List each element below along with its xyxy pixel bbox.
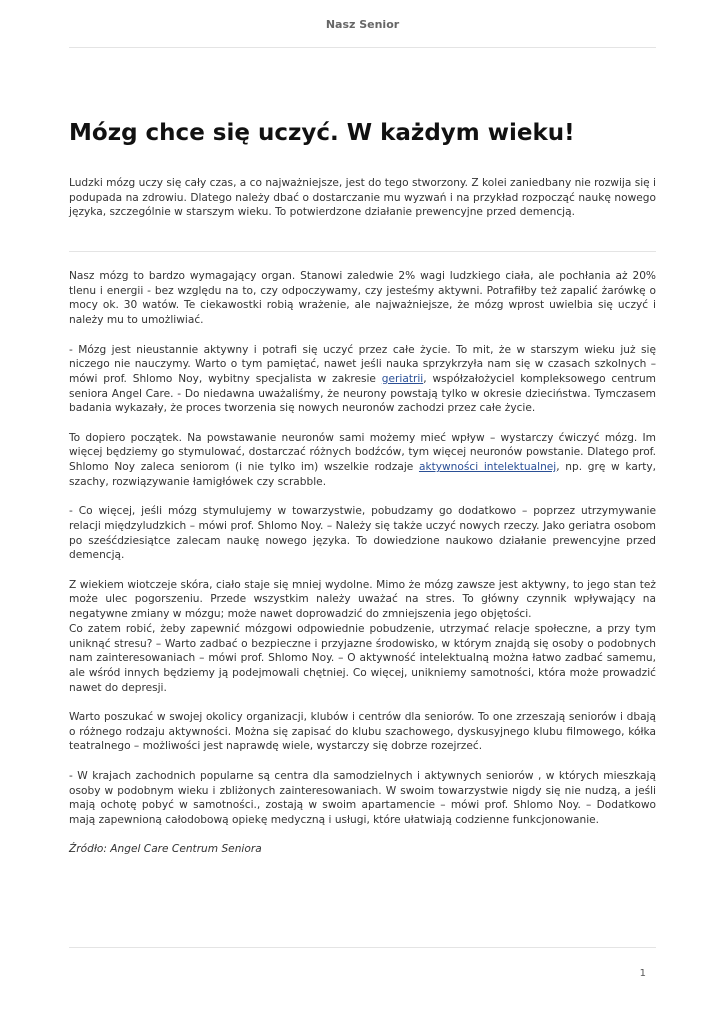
geriatrics-link[interactable]: geriatrii bbox=[381, 372, 424, 385]
page-number: 1 bbox=[639, 968, 646, 979]
paragraph-6: Co zatem robić, żeby zapewnić mózgowi odpowiednie pobudzenie, utrzymać relacje społeczne, a przy tym uniknąć stresu? – Warto zadbać o bezpieczne i przyjazne środowisko, w którym znajdą się osoby o podobnych nam zainteresowaniach – mówi prof. Shlomo Noy. – O aktywność intelektualną można łatwo zadbać samemu, ale wśród innych będziemy ją podejmowali chętniej. Co więcej, unikniemy samotności, która może prowadzić nawet do depresji. bbox=[69, 622, 656, 694]
paragraph-4: - Co więcej, jeśli mózg stymulujemy w towarzystwie, pobudzamy go dodatkowo – poprzez utrzymywanie relacji międzyludzkich – mówi prof. Shlomo Noy. – Należy się także uczyć nowych rzeczy. Jako geriatra osobom po sześćdziesiątce zalecam naukę nowego języka. To dowiedzione naukowo działanie prewencyjne przed demencją. bbox=[69, 505, 656, 562]
paragraph-3 bbox=[69, 431, 656, 490]
intellectual-activity-link[interactable]: aktywności intelektualnej bbox=[418, 461, 557, 474]
site-name: Nasz Senior bbox=[325, 18, 400, 31]
paragraph-3-text-end: , np. grę w karty, szachy, rozwiązywanie łamigłówek czy scrabble. bbox=[69, 461, 656, 488]
article-title: Mózg chce się uczyć. W każdym wieku! bbox=[69, 120, 575, 146]
footer-divider bbox=[69, 947, 656, 948]
paragraph-2-text-end: , współzałożyciel kompleksowego centrum seniora Angel Care. - Do niedawna uważaliśmy, że neurony powstają tylko w okresie dzieciństwa. Tymczasem badania wykazały, że proces tworzenia się nowych neuronów zachodzi przez całe życie. bbox=[69, 372, 656, 415]
paragraph-5: Z wiekiem wiotczeje skóra, ciało staje się mniej wydolne. Mimo że mózg zawsze jest aktywny, to jego stan też może ulec pogorszeniu. Przede wszystkim należy uważać na stres. To główny czynnik wpływający na negatywne zmiany w mózgu; może nawet doprowadzić do zmniejszenia jego objętości. bbox=[69, 578, 656, 621]
paragraph-2 bbox=[69, 343, 656, 417]
lead-divider bbox=[69, 251, 656, 252]
paragraph-3-text-start: To dopiero początek. Na powstawanie neuronów sami możemy mieć wpływ – wystarczy ćwiczyć mózg. Im więcej będziemy go stymulować, dostarczać różnych bodźców, tym więcej neuronów powstanie. Dlatego prof. Shlomo Noy zaleca seniorom (i nie tylko im) wszelkie rodzaje bbox=[69, 431, 656, 474]
paragraph-8: - W krajach zachodnich popularne są centra dla samodzielnych i aktywnych seniorów , w których mieszkają osoby w podobnym wieku i zbliżonych zainteresowaniach. W swoim towarzystwie nigdy się nie nudzą, a jeśli mają ochotę pobyć w samotności., zostają w swoim apartamencie – mówi prof. Shlomo Noy. – Dodatkowo mają zapewnioną całodobową opiekę medyczną i usługi, które ułatwiają codzienne funkcjonowanie. bbox=[69, 769, 656, 826]
paragraph-1: Nasz mózg to bardzo wymagający organ. Stanowi zaledwie 2% wagi ludzkiego ciała, ale pochłania aż 20% tlenu i energii - bez względu na to, czy odpoczywamy, czy jesteśmy aktywni. Potrafiłby też zapalić żarówkę o mocy ok. 30 watów. Te ciekawostki robią wrażenie, ale najważniejsze, że mózg wprost uwielbia się uczyć i należy mu to umożliwiać. bbox=[69, 270, 656, 327]
article-lead: Ludzki mózg uczy się cały czas, a co najważniejsze, jest do tego stworzony. Z kolei zaniedbany nie rozwija się i podupada na zdrowiu. Dlatego należy dbać o dostarczanie mu wyzwań i na przykład rozpocząć naukę nowego języka, szczególnie w starszym wieku. To potwierdzone działanie prewencyjne przed demencją. bbox=[69, 177, 656, 219]
paragraph-2-text-start: - Mózg jest nieustannie aktywny i potrafi się uczyć przez całe życie. To mit, że w starszym wieku już się niczego nie nauczymy. Warto o tym pamiętać, nawet jeśli nauka sprzykrzyła nam się w czasach szkolnych – mówi prof. Shlomo Noy, wybitny specjalista w zakresie bbox=[69, 343, 656, 385]
article-body bbox=[69, 269, 656, 872]
header-divider bbox=[69, 47, 656, 48]
article-source: Źródło: Angel Care Centrum Seniora bbox=[69, 843, 262, 856]
paragraph-7: Warto poszukać w swojej okolicy organizacji, klubów i centrów dla seniorów. To one zrzeszają seniorów i dbają o różnego rodzaju aktywności. Można się zapisać do klubu szachowego, dyskusyjnego klubu filmowego, kółka teatralnego – możliwości jest naprawdę wiele, wystarczy się dobrze rozejrzeć. bbox=[69, 711, 656, 753]
